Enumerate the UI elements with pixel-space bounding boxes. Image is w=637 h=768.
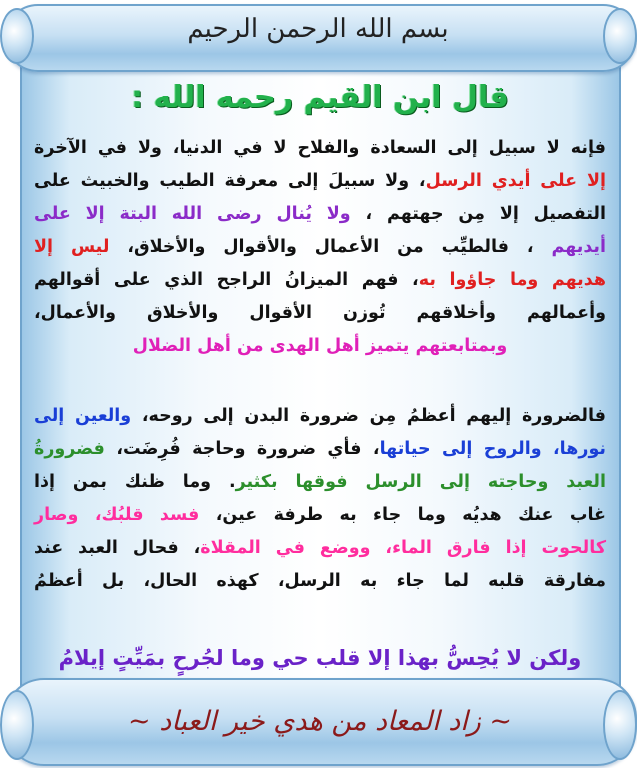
text-segment: إلا على أيدي الرسل [425,171,606,191]
scroll-roll-end-icon [0,690,34,760]
text-segment: غاب عنك هديُه وما جاء به طرفة عين، [199,505,607,525]
closing-verse: ولكن لا يُحِسُّ بهذا إلا قلب حي وما لجُرحٍ بمَيِّتٍ إيلامُ [58,646,582,670]
text-segment: هديهم وما جاؤوا به [418,270,606,290]
text-line [34,132,606,165]
text-segment: فإنه لا سبيل إلى السعادة والفلاح لا في الدنيا، ولا في الآخرة [34,138,606,158]
text-segment: وأعمالهم وأخلاقهم تُوزن الأقوال والأخلاق والأعمال، [34,303,606,323]
scroll-roll-end-icon [603,690,637,760]
text-segment: التفصيل إلا مِن جهتهم ، [350,204,606,224]
text-line [34,433,606,466]
text-segment: . وما ظنك بمن إذا [34,472,236,492]
text-line [34,400,606,433]
paragraph-2 [34,400,606,598]
text-line [34,466,606,499]
text-segment: فالضرورة إليهم أعظمُ مِن ضرورة البدن إلى روحه، [131,406,606,426]
text-line [34,297,606,330]
scroll-roll-end-icon [603,8,637,64]
text-segment: ، فحال العبد عند [34,538,201,558]
text-segment: ، فالطيِّب من الأعمال والأقوال والأخلاق، [109,237,552,257]
text-segment: كالحوت إذا فارق الماء، ووضع في المقلاة [200,538,606,558]
text-segment: مفارقة قلبه لما جاء به الرسل، كهذه الحال، بل أعظمُ [34,571,606,591]
text-segment: ليس إلا [34,237,110,257]
scroll-roll-end-icon [0,8,34,64]
text-segment: أيديهم [551,237,606,257]
text-line [34,532,606,565]
text-segment: نورها، والروح إلى حياتها [379,439,606,459]
text-line [34,198,606,231]
text-segment: العبد وحاجته إلى الرسل فوقها بكثير [235,472,606,492]
text-segment: فسد قلبُك، وصار [34,505,200,525]
basmala-calligraphy: بسم الله الرحمن الرحيم [187,14,449,44]
text-segment: والعين إلى [34,406,132,426]
paragraph-1 [34,132,606,363]
text-segment: فضرورةُ [34,439,105,459]
page-title: قال ابن القيم رحمه الله : [131,80,509,115]
text-line [34,231,606,264]
text-line [34,330,606,363]
source-citation: ~ زاد المعاد من هدي خير العباد ~ [128,706,512,737]
text-segment: ، فأي ضرورة وحاجة فُرِضَت، [104,439,380,459]
text-segment: ، فهم الميزانُ الراجح الذي على أقوالهم [34,270,419,290]
text-segment: ، ولا سبيلَ إلى معرفة الطيب والخبيث على [34,171,426,191]
text-line [34,499,606,532]
text-line [34,165,606,198]
text-segment: وبمتابعتهم يتميز أهل الهدى من أهل الضلال [132,336,508,356]
text-line [34,264,606,297]
text-segment: ولا يُنال رضى الله البتة إلا على [34,204,351,224]
text-line [34,565,606,598]
